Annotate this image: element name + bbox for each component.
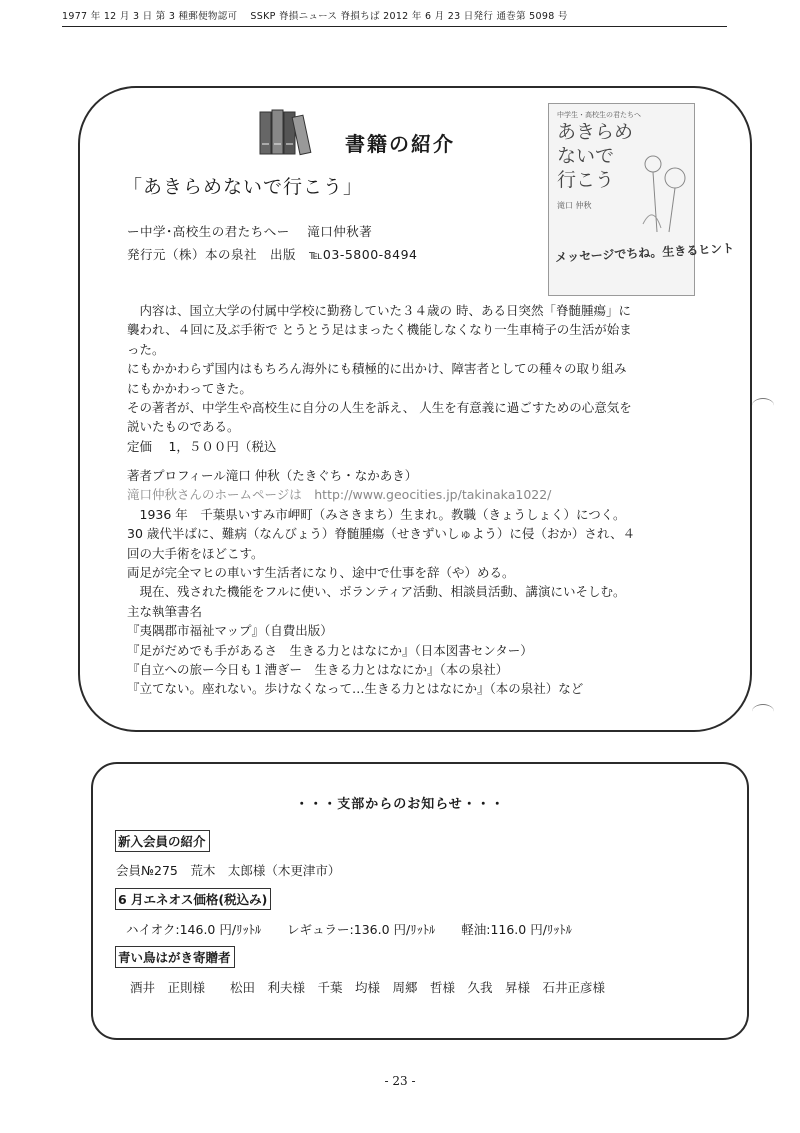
profile-line: 滝口仲秋さんのホームページは http://www.geocities.jp/takinaka1022/ (127, 487, 552, 503)
profile-line: 両足が完全マヒの車いす生活者になり、途中で仕事を辞（や）める。 (127, 565, 515, 580)
new-member-text: 会員№275 荒木 太郎様（木更津市） (116, 863, 341, 878)
donors-label: 青い鳥はがき寄贈者 (115, 946, 235, 968)
publisher-info: 発行元（株）本の泉社 出版 ℡03-5800-8494 (127, 247, 418, 262)
profile-line: 現在、残された機能をフルに使い、ボランティア活動、相談員活動、講演にいそしむ。 (127, 584, 626, 600)
profile-line: 『足がだめでも手があるさ 生きる力とはなにか』（日本図書センター） (127, 642, 533, 658)
donors-text: 酒井 正則様 松田 利夫様 千葉 均様 周郷 哲様 久我 昇様 石井正彦様 (130, 980, 606, 995)
cover-small-text: 中学生・高校生の君たちへ (557, 111, 641, 119)
notice-title: ・・・支部からのお知らせ・・・ (295, 797, 505, 812)
price-diesel-name: 軽油: (461, 922, 491, 937)
description-line: 定価 1，５００円（税込 (127, 438, 277, 454)
description-line: にもかかわらず国内はもちろん海外にも積極的に出かけ、障害者としての種々の取り組み (127, 361, 627, 377)
price-label: 6 月エネオス価格(税込み) (115, 888, 271, 910)
cover-title: あきらめ ないで 行こう (557, 121, 634, 191)
profile-line: 『夷隅郡市福祉マップ』（自費出版） (127, 623, 333, 639)
price-row (126, 920, 572, 938)
books-icon (258, 106, 314, 158)
binding-mark (752, 398, 774, 413)
book-title: 「あきらめないで行こう」 (123, 176, 364, 198)
profile-line: 著者プロフィール滝口 仲秋（たきぐち・なかあき） (127, 468, 418, 483)
section-heading: 書籍の紹介 (345, 132, 455, 156)
description-line: 内容は、国立大学の付属中学校に勤務していた３４歳の 時、ある日突然「脊髄腫瘍」に (127, 303, 631, 318)
price-regular-value: 136.0 円/ﾘｯﾄﾙ (353, 922, 436, 937)
description-line: 説いたものである。 (127, 419, 240, 435)
profile-line: 回の大手術をほどこす。 (127, 545, 264, 561)
profile-line: 『自立への旅ー今日も１漕ぎー 生きる力とはなにか』（本の泉社） (127, 662, 509, 677)
cover-author: 滝口 仲秋 (557, 201, 592, 210)
binding-mark (752, 704, 774, 719)
price-highoctane-value: 146.0 円/ﾘｯﾄﾙ (179, 922, 262, 937)
description-line: った。 (127, 341, 165, 357)
description-line: その著者が、中学生や高校生に自分の人生を訴え、 人生を有意義に過ごすための心意気を (127, 400, 632, 415)
book-subtitle: ー中学･高校生の君たちへー 滝口仲秋著 (127, 224, 373, 239)
price-diesel-value: 116.0 円/ﾘｯﾄﾙ (490, 922, 572, 937)
dandelion-illustration (633, 144, 693, 234)
profile-line: 主な執筆書名 (127, 603, 203, 619)
new-member-label: 新入会員の紹介 (115, 830, 210, 852)
page-header: 1977 年 12 月 3 日 第 3 種郵便物認可 SSKP 脊損ニュース 脊損ちば 2012 年 6 月 23 日発行 通巻第 5098 号 (62, 8, 727, 27)
profile-line: 『立てない。座れない。歩けなくなって…生きる力とはなにか』（本の泉社）など (127, 681, 584, 697)
profile-line: 1936 年 千葉県いすみ市岬町（みさきまち）生まれ。教職（きょうしょく）につく。 (127, 506, 626, 522)
page-number: - 23 - (384, 1074, 416, 1088)
description-line: にもかかわってきた。 (127, 380, 252, 396)
profile-line: 30 歳代半ばに、難病（なんびょう）脊髄腫瘍（せきずいしゅよう）に侵（おか）され、４ (127, 526, 636, 542)
cover-slogan: メッセージでちね。生きるヒント (554, 241, 735, 265)
price-highoctane-name: ハイオク: (126, 922, 180, 937)
description-line: 襲われ、４回に及ぶ手術で とうとう足はまったく機能しなくなり一生車椅子の生活が始ま (127, 322, 632, 338)
book-cover-image (548, 103, 735, 296)
price-regular-name: レギュラー: (287, 922, 354, 937)
